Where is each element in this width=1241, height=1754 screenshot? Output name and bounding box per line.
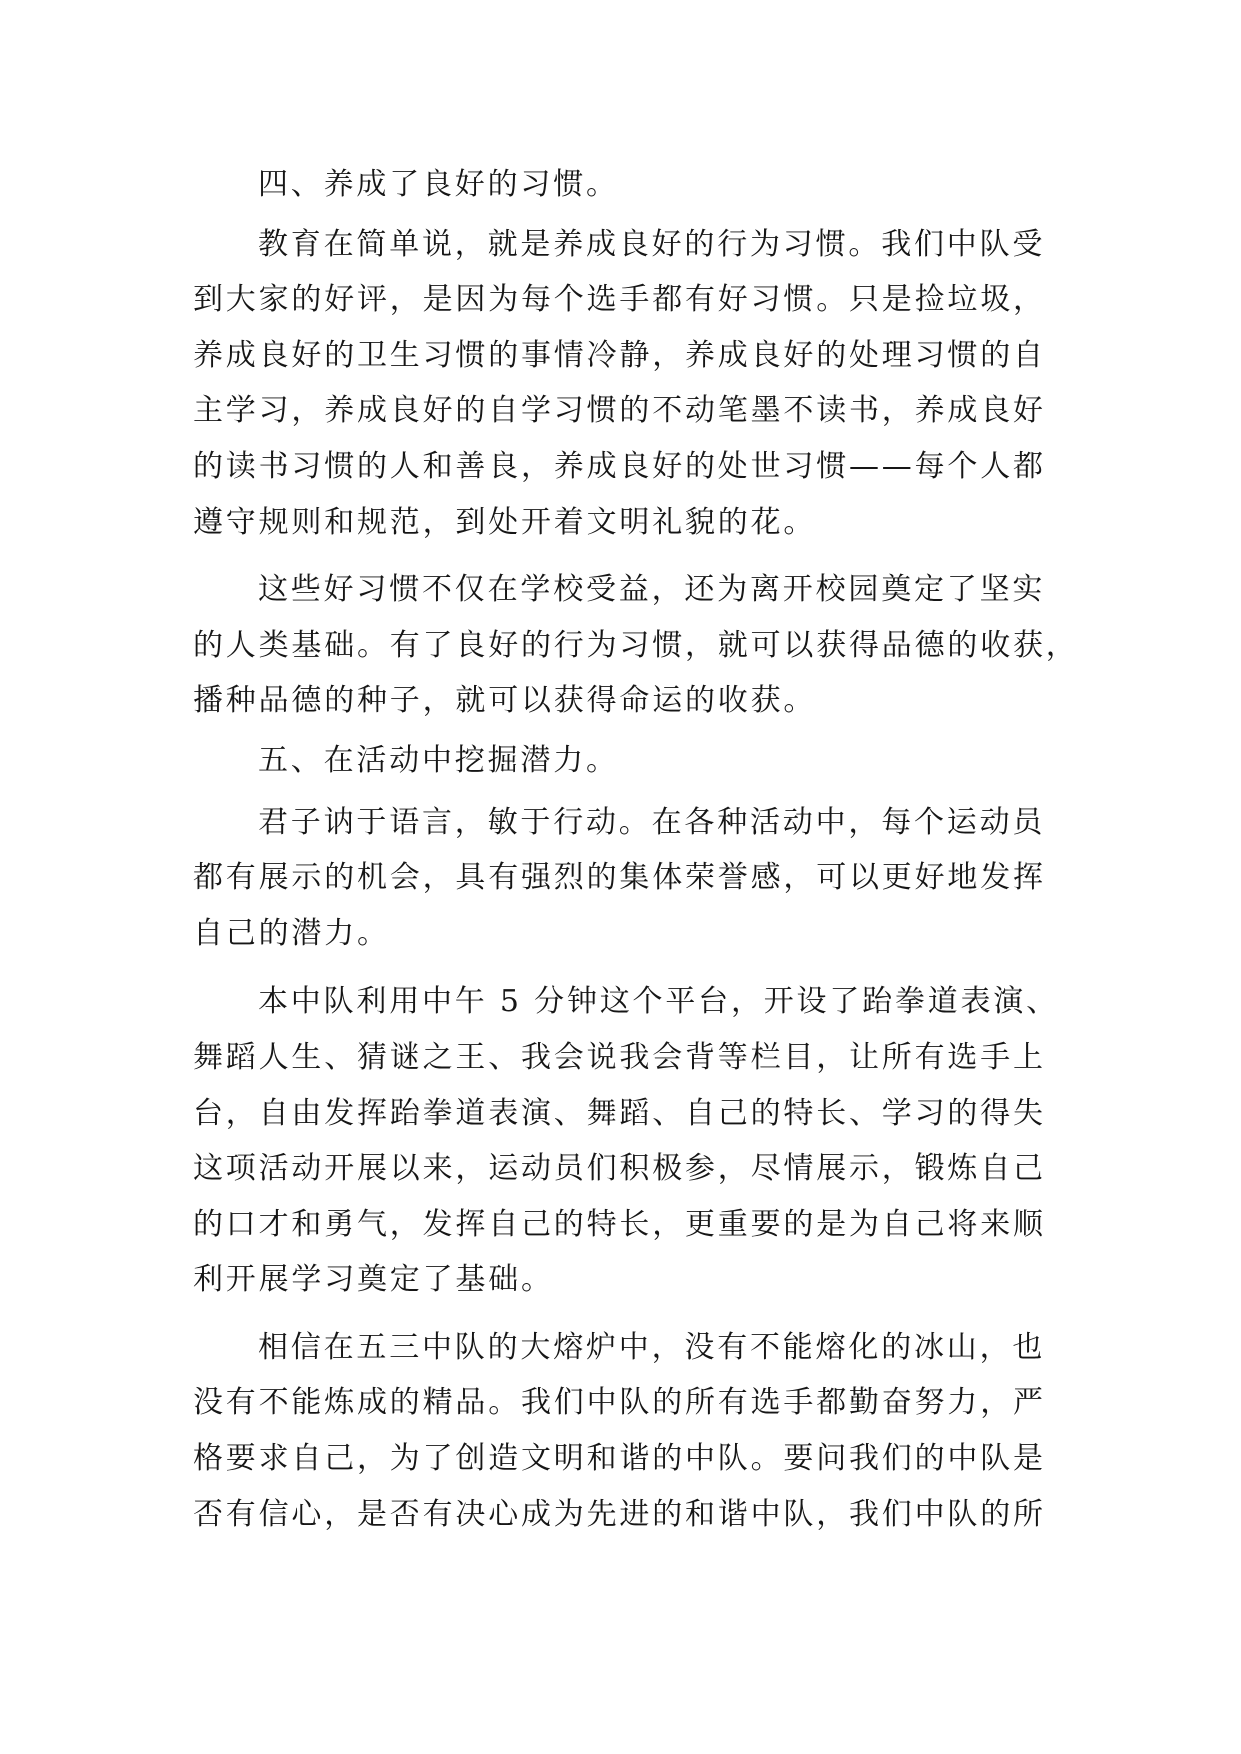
text-line: 这项活动开展以来，运动员们积极参，尽情展示，锻炼自己	[193, 1151, 1046, 1187]
text-line: 的读书习惯的人和善良，养成良好的处世习惯——每个人都	[193, 448, 1046, 484]
text-line: 相信在五三中队的大熔炉中，没有不能熔化的冰山，也	[258, 1329, 1046, 1365]
text-line: 到大家的好评，是因为每个选手都有好习惯。只是捡垃圾，	[193, 282, 1046, 318]
paragraph-benefits	[193, 562, 1093, 729]
text-line: 没有不能炼成的精品。我们中队的所有选手都勤奋努力，严	[193, 1385, 1046, 1421]
text-line: 否有信心，是否有决心成为先进的和谐中队，我们中队的所	[193, 1496, 1046, 1532]
text-line: 君子讷于语言，敏于行动。在各种活动中，每个运动员	[258, 804, 1046, 840]
text-line: 自己的潜力。	[193, 915, 390, 951]
text-line: 台，自由发挥跆拳道表演、舞蹈、自己的特长、学习的得失	[193, 1095, 1046, 1131]
section-heading-4	[193, 157, 1093, 213]
text-line: 教育在简单说，就是养成良好的行为习惯。我们中队受	[258, 226, 1046, 262]
text-line: 主学习，养成良好的自学习惯的不动笔墨不读书，养成良好	[193, 393, 1046, 429]
heading-line: 四、养成了良好的习惯。	[258, 167, 619, 202]
paragraph-noon-platform	[193, 974, 1093, 1308]
text-line: 格要求自己，为了创造文明和谐的中队。要问我们的中队是	[193, 1441, 1046, 1477]
heading-line: 五、在活动中挖掘潜力。	[258, 742, 619, 778]
text-line: 都有展示的机会，具有强烈的集体荣誉感，可以更好地发挥	[193, 860, 1046, 896]
text-line: 的口才和勇气，发挥自己的特长，更重要的是为自己将来顺	[193, 1206, 1046, 1242]
text-line: 这些好习惯不仅在学校受益，还为离开校园奠定了坚实	[258, 572, 1046, 608]
text-line: 养成良好的卫生习惯的事情冷静，养成良好的处理习惯的自	[193, 337, 1046, 373]
text-line: 播种品德的种子，就可以获得命运的收获。	[193, 683, 817, 719]
paragraph-activities	[193, 795, 1093, 962]
text-line: 的人类基础。有了良好的行为习惯，就可以获得品德的收获，	[193, 627, 1079, 663]
text-line: 遵守规则和规范，到处开着文明礼貌的花。	[193, 504, 817, 540]
paragraph-conclusion	[193, 1320, 1093, 1542]
text-line: 舞蹈人生、猜谜之王、我会说我会背等栏目，让所有选手上	[193, 1039, 1046, 1075]
paragraph-habits	[193, 217, 1093, 551]
text-line: 本中队利用中午 5 分钟这个平台，开设了跆拳道表演、	[258, 984, 1059, 1020]
document-page	[193, 157, 1093, 1542]
section-heading-5	[193, 733, 1093, 789]
text-line: 利开展学习奠定了基础。	[193, 1262, 554, 1298]
